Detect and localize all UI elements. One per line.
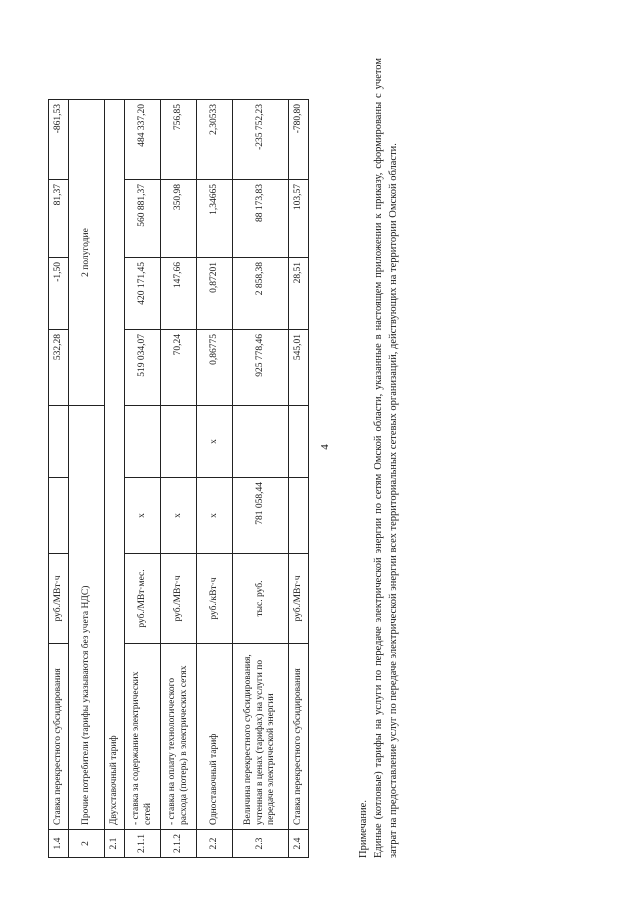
subsection-title: Двухставочный тариф (105, 100, 125, 830)
cell-value: 70,24 (161, 330, 197, 406)
cell-value: 88 173,83 (233, 180, 289, 258)
row-unit: руб./МВт·ч (289, 554, 309, 644)
row-number: 2.2 (197, 830, 233, 858)
cell-value: 0,86775 (197, 330, 233, 406)
row-number: 2.4 (289, 830, 309, 858)
row-name: - ставка на оплату технологического расхода (потерь) в электрических сетях (161, 644, 197, 830)
cell-value: 560 881,37 (125, 180, 161, 258)
row-unit: руб./МВт·мес. (125, 554, 161, 644)
row-name: Ставка перекрестного субсидирования (49, 644, 69, 830)
cell-value (49, 406, 69, 478)
section-title: Прочие потребители (тарифы указываются без учета НДС) (69, 406, 105, 830)
cell-value: 781 058,44 (233, 478, 289, 554)
row-unit: руб./МВт·ч (49, 554, 69, 644)
row-number: 2 (69, 830, 105, 858)
row-name: - ставка за содержание электрических сетей (125, 644, 161, 830)
cell-value (289, 478, 309, 554)
row-number: 2.1 (105, 830, 125, 858)
row-number: 2.3 (233, 830, 289, 858)
cell-value: 532,28 (49, 330, 69, 406)
cell-value: x (161, 478, 197, 554)
cell-value (289, 406, 309, 478)
cell-value: -1,50 (49, 258, 69, 330)
table-row (49, 100, 69, 858)
row-name: Величина перекрестного субсидирования, учтенная в ценах (тарифах) на услуги по передаче электрической энергии (233, 644, 289, 830)
cell-value: 147,66 (161, 258, 197, 330)
table-row (125, 100, 161, 858)
rotated-page-content (48, 8, 640, 858)
table-row (197, 100, 233, 858)
table-row (289, 100, 309, 858)
row-unit: руб./кВт·ч (197, 554, 233, 644)
cell-value: 0,87201 (197, 258, 233, 330)
cell-value: 81,37 (49, 180, 69, 258)
cell-value (125, 406, 161, 478)
cell-value (233, 406, 289, 478)
row-number: 2.1.1 (125, 830, 161, 858)
table-row (105, 100, 125, 858)
row-number: 1.4 (49, 830, 69, 858)
cell-value (161, 406, 197, 478)
row-unit: руб./МВт·ч (161, 554, 197, 644)
cell-value: x (197, 478, 233, 554)
cell-value: x (197, 406, 233, 478)
note-title: Примечание. (358, 800, 369, 858)
cell-value: 2,30533 (197, 100, 233, 180)
cell-value: 925 778,46 (233, 330, 289, 406)
cell-value: 756,85 (161, 100, 197, 180)
cell-value: 28,51 (289, 258, 309, 330)
cell-value (49, 478, 69, 554)
cell-value: 1,34665 (197, 180, 233, 258)
row-name: Ставка перекрестного субсидирования (289, 644, 309, 830)
row-number: 2.1.2 (161, 830, 197, 858)
table-row (69, 100, 105, 858)
cell-value: 2 858,38 (233, 258, 289, 330)
page-number: 4 (318, 444, 331, 450)
cell-value: 420 171,45 (125, 258, 161, 330)
cell-value: 519 034,07 (125, 330, 161, 406)
cell-value: -780,80 (289, 100, 309, 180)
tariff-table (48, 99, 309, 858)
period-label: 2 полугодие (69, 100, 105, 406)
note-block (356, 58, 402, 858)
cell-value: 545,01 (289, 330, 309, 406)
cell-value: 484 337,20 (125, 100, 161, 180)
note-text: Единые (котловые) тарифы на услуги по передаче электрической энергии по сетям Омской области, указанные в настоящем приложении к приказу, сформированы с учетом затрат на предоставление услуг по передаче электрической энергии всех территориальных сетевых организаций, действующих на территории Омской области. (373, 58, 400, 858)
cell-value: 350,98 (161, 180, 197, 258)
cell-value: x (125, 478, 161, 554)
table-row (233, 100, 289, 858)
cell-value: -235 752,23 (233, 100, 289, 180)
table-row (161, 100, 197, 858)
cell-value: -861,53 (49, 100, 69, 180)
row-name: Одноставочный тариф (197, 644, 233, 830)
row-unit: тыс. руб. (233, 554, 289, 644)
cell-value: 103,57 (289, 180, 309, 258)
